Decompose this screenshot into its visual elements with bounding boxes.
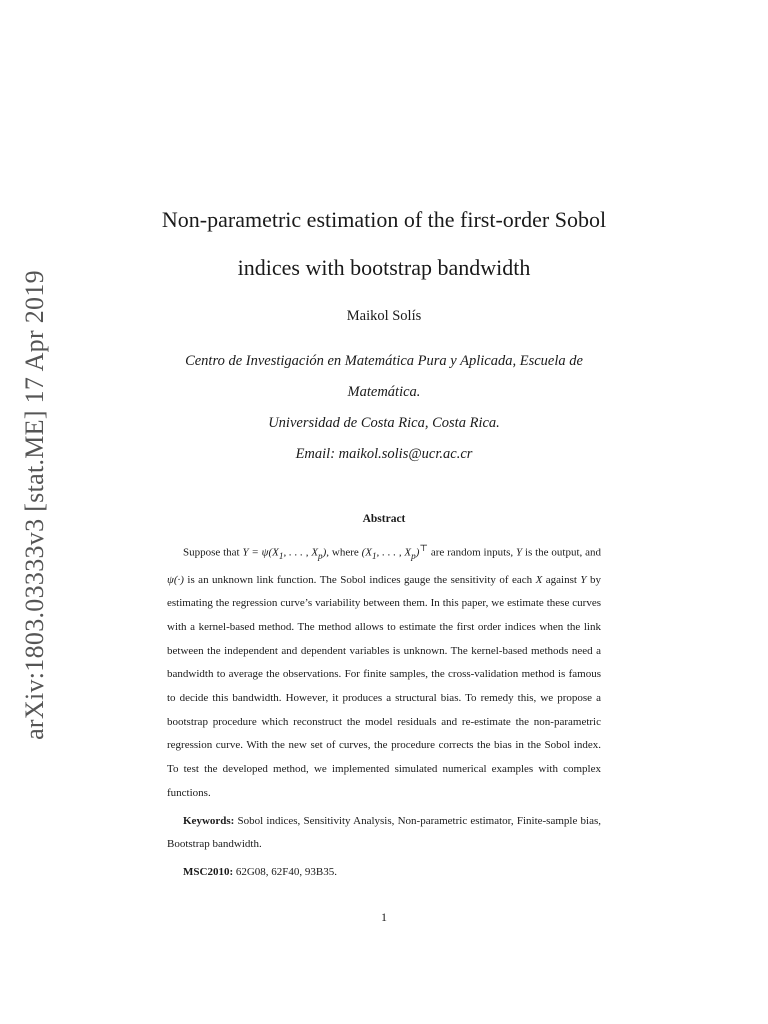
keywords-text: Sobol indices, Sensitivity Analysis, Non-parametric estimator, Finite-sample bias, Bootstrap bandwidth. (167, 814, 601, 851)
transpose-symbol: ⊤ (419, 543, 429, 553)
title-line-2: indices with bootstrap bandwidth (237, 255, 531, 280)
abstract-body (167, 537, 601, 885)
affiliation-line-2: Matemática. (347, 384, 421, 400)
math-y-equals-psi: Y = ψ(X (242, 546, 279, 559)
abstract-paragraph: Suppose that $Y = \psi(X_1$, . . . , $X_p$), where ($X_1$, . . . , $X_p)^⊤$ are random inputs, Y is the output, and ψ(·) is an unknown link function. The Sobol indices gauge the sensitivity of each X against Y by estimating the regression curve’s variability between them. In this paper, we estimate these curves with a kernel-based method. The method allows to estimate the first order indices when the link between the independent and dependent variables is unknown. The kernel-based methods need a bandwidth to average the observations. For finite samples, the cross-validation method is famous to decide this bandwidth. However, it produces a structural bias. To remedy this, we propose a bootstrap procedure which reconstruct the model residuals and re-estimate the non-parametric regression curve. With the new set of curves, the procedure corrects the bias in the Sobol index. To test the developed method, we implemented simulated numerical examples with complex functions. (167, 543, 601, 799)
author-name: Maikol Solís (346, 308, 422, 324)
affiliation-block (150, 346, 618, 470)
affiliation-line-1: Centro de Investigación en Matemática Pura y Aplicada, Escuela de (185, 353, 583, 369)
math-link-function: ψ(·) (167, 573, 184, 586)
msc-line (167, 861, 601, 885)
keywords-line (167, 810, 601, 857)
math-input-vector: (X (361, 546, 372, 559)
title-line-1: Non-parametric estimation of the first-order Sobol (161, 207, 607, 232)
arxiv-identifier-stamp (10, 270, 60, 740)
affiliation-line-3: Universidad de Costa Rica, Costa Rica. (268, 415, 500, 431)
paper-title (150, 196, 618, 292)
abstract-heading: Abstract (362, 513, 406, 525)
arxiv-identifier: arXiv:1803.03333v3 [stat.ME] 17 Apr 2019 (20, 270, 49, 740)
msc-text: 62G08, 62F40, 93B35. (233, 865, 338, 878)
msc-label: MSC2010: (183, 865, 234, 878)
author-email: Email: maikol.solis@ucr.ac.cr (295, 446, 473, 462)
keywords-label: Keywords: (183, 814, 235, 827)
page-number: 1 (381, 910, 387, 924)
